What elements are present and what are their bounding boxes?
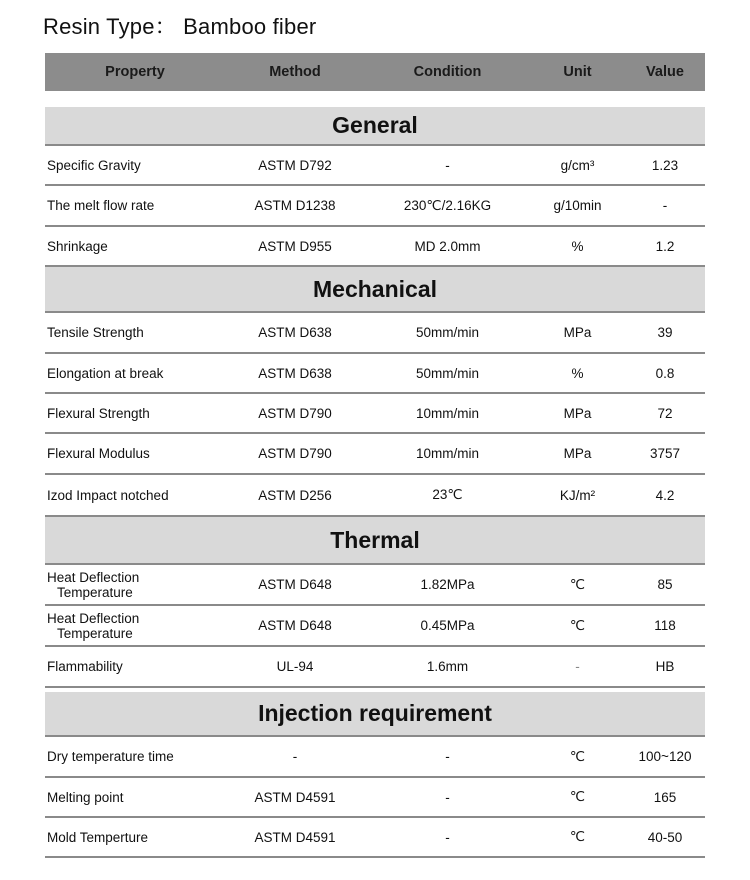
- header-property: Property: [105, 64, 165, 80]
- section-general-heading: General: [45, 107, 705, 146]
- cell-condition: 50mm/min: [415, 365, 479, 381]
- cell-property: Shrinkage: [47, 238, 108, 254]
- cell-value: 100~120: [638, 749, 692, 764]
- cell-condition: -: [445, 749, 450, 764]
- cell-property: Dry temperature time: [47, 749, 174, 764]
- cell-unit: g/10min: [553, 198, 602, 213]
- cell-value: 39: [657, 325, 673, 340]
- cell-method: ASTM D1238: [254, 198, 336, 213]
- cell-condition: 1.82MPa: [420, 577, 475, 592]
- table-row: [45, 146, 705, 186]
- cell-condition: -: [445, 789, 450, 805]
- cell-method: ASTM D638: [258, 365, 332, 381]
- cell-property: Mold Temperture: [47, 829, 149, 845]
- cell-property: Flexural Modulus: [47, 446, 150, 461]
- cell-method: ASTM D648: [258, 618, 332, 633]
- table-row: [45, 313, 705, 354]
- header-value: Value: [646, 64, 684, 80]
- cell-unit: ℃: [569, 617, 586, 633]
- table-row: [45, 394, 705, 434]
- cell-condition: 230℃/2.16KG: [403, 197, 492, 213]
- header-condition: Condition: [413, 64, 482, 80]
- cell-value: 72: [657, 405, 673, 421]
- cell-method: ASTM D648: [258, 577, 332, 592]
- section-injection-heading: Injection requirement: [45, 692, 705, 737]
- page-title: Resin Type： Bamboo fiber: [43, 14, 317, 39]
- table-row: [45, 565, 705, 606]
- cell-property: Flexural Strength: [47, 405, 150, 421]
- cell-condition: 0.45MPa: [420, 618, 475, 633]
- cell-unit: ℃: [569, 829, 586, 844]
- cell-value: 3757: [649, 446, 681, 461]
- cell-condition: 50mm/min: [415, 325, 479, 340]
- table-row: [45, 737, 705, 778]
- cell-method: -: [292, 749, 298, 764]
- cell-method: ASTM D638: [258, 325, 332, 340]
- table-row: [45, 434, 705, 475]
- cell-property: Flammability: [47, 659, 123, 674]
- cell-property: Specific Gravity: [47, 157, 141, 173]
- cell-property: Tensile Strength: [47, 325, 144, 340]
- cell-method: ASTM D792: [258, 157, 332, 173]
- table-row: [45, 818, 705, 858]
- cell-value: HB: [655, 659, 675, 674]
- table-row: [45, 647, 705, 688]
- table-row: [45, 475, 705, 517]
- cell-property: [45, 611, 225, 641]
- table-row: [45, 354, 705, 394]
- cell-condition: -: [445, 157, 450, 173]
- cell-condition: 1.6mm: [426, 659, 469, 674]
- table-row: [45, 606, 705, 647]
- cell-condition: 10mm/min: [415, 446, 479, 461]
- cell-property: [45, 570, 225, 600]
- cell-value: 40-50: [647, 829, 683, 845]
- cell-value: 1.23: [651, 157, 679, 173]
- cell-value: 0.8: [655, 365, 675, 381]
- cell-value: 4.2: [655, 487, 675, 503]
- cell-property: The melt flow rate: [47, 198, 155, 213]
- cell-unit: MPa: [563, 325, 592, 340]
- cell-condition: 23℃: [432, 487, 463, 502]
- cell-method: UL-94: [276, 659, 314, 674]
- cell-method: ASTM D790: [258, 405, 332, 421]
- cell-unit: g/cm³: [560, 157, 595, 173]
- cell-unit: ℃: [569, 576, 586, 592]
- table-header: [45, 53, 705, 91]
- cell-unit: MPa: [563, 405, 592, 421]
- section-thermal-heading: Thermal: [45, 517, 705, 565]
- cell-property-line2: Temperature: [57, 584, 133, 600]
- cell-unit: KJ/m²: [559, 487, 596, 503]
- cell-unit: %: [571, 365, 584, 381]
- table-row: [45, 227, 705, 267]
- cell-unit: %: [571, 238, 584, 254]
- cell-property-line1: Heat Deflection: [47, 610, 140, 626]
- cell-method: ASTM D790: [258, 446, 332, 461]
- cell-condition: MD 2.0mm: [414, 238, 481, 254]
- table-row: [45, 186, 705, 227]
- cell-property: Izod Impact notched: [47, 487, 169, 503]
- cell-value: 118: [654, 618, 676, 633]
- section-mechanical-heading: Mechanical: [45, 267, 705, 313]
- header-method: Method: [269, 64, 321, 80]
- header-unit: Unit: [563, 64, 592, 80]
- properties-table: [45, 53, 705, 858]
- cell-property: Elongation at break: [47, 365, 164, 381]
- cell-method: ASTM D4591: [254, 829, 336, 845]
- cell-unit: ℃: [569, 748, 586, 764]
- cell-method: ASTM D955: [258, 238, 332, 254]
- cell-condition: 10mm/min: [415, 405, 479, 421]
- cell-condition: -: [445, 829, 450, 845]
- cell-value: 165: [653, 789, 677, 805]
- table-row: [45, 778, 705, 818]
- cell-method: ASTM D4591: [254, 789, 336, 805]
- cell-value: 85: [657, 577, 673, 592]
- cell-property: Melting point: [47, 789, 124, 805]
- cell-method: ASTM D256: [258, 487, 332, 503]
- cell-unit: -: [575, 659, 580, 674]
- cell-value: -: [662, 198, 668, 213]
- cell-value: 1.2: [655, 238, 675, 254]
- cell-unit: MPa: [563, 446, 592, 461]
- cell-property-line1: Heat Deflection: [47, 569, 140, 585]
- cell-unit: ℃: [569, 789, 586, 804]
- cell-property-line2: Temperature: [57, 625, 133, 641]
